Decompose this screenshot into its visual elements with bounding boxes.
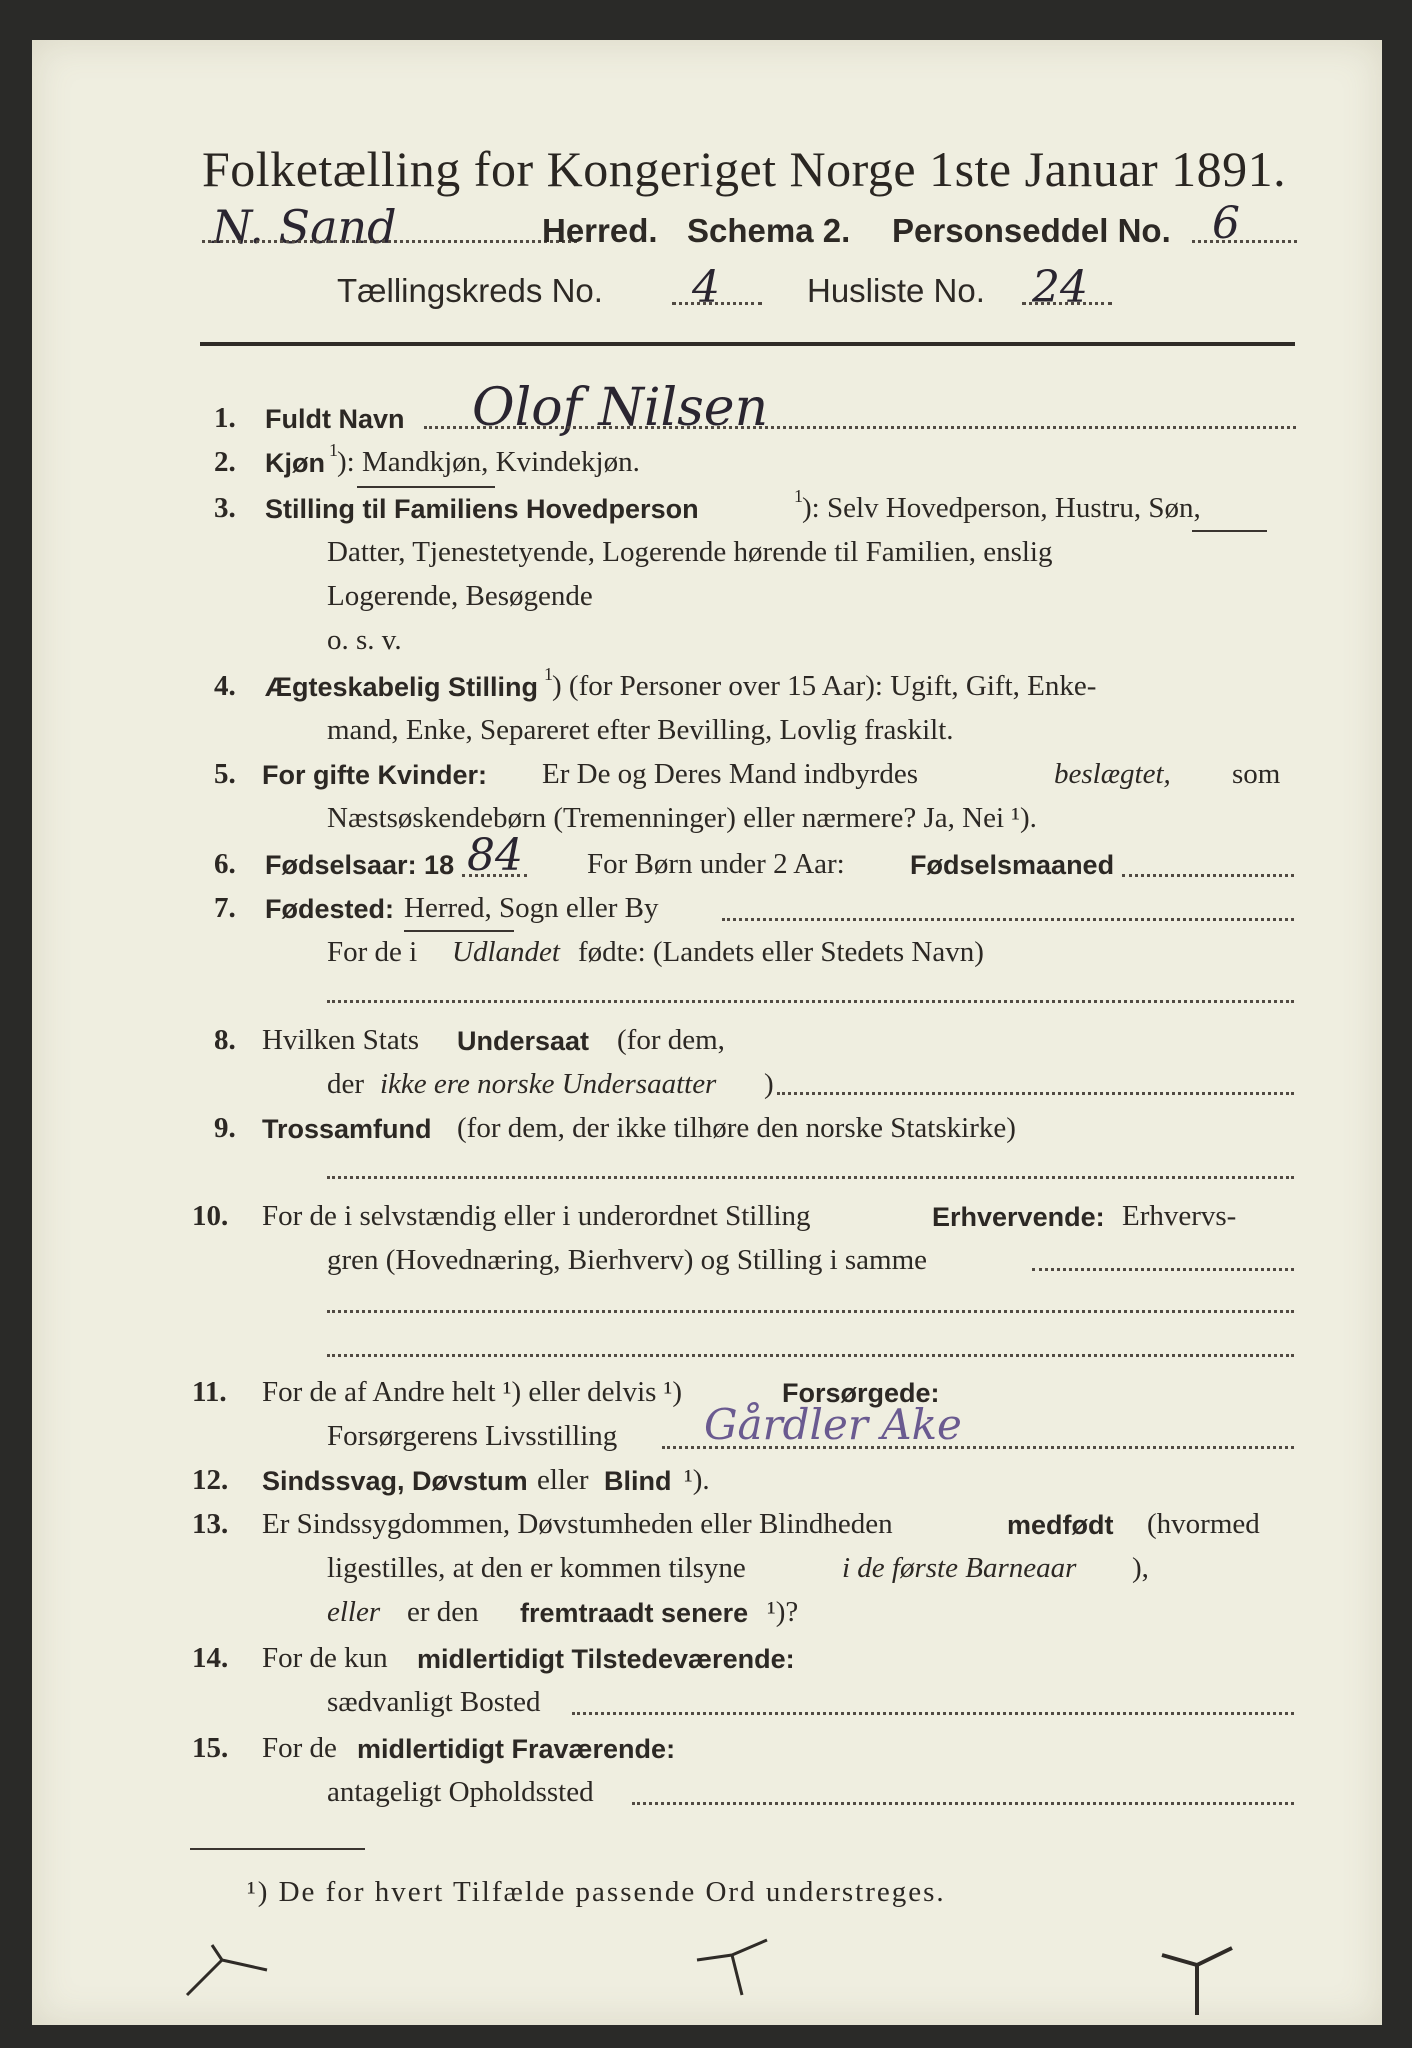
- q3-line1: ): Selv Hovedperson, Hustru, Søn,: [802, 492, 1201, 524]
- q3-number: 3.: [214, 492, 236, 524]
- q5-line1-end: som: [1232, 758, 1281, 790]
- q12-label: Sindssvag, Døvstum: [262, 1466, 528, 1496]
- footnote-rule: [190, 1848, 365, 1850]
- form-title: Folketælling for Kongeriget Norge 1ste Januar 1891.: [202, 141, 1287, 197]
- q14-line2: sædvanligt Bosted: [327, 1686, 541, 1718]
- q8-dotted-line: [777, 1092, 1294, 1095]
- husliste-label: Husliste No.: [807, 272, 985, 309]
- q6-dotted-line: [1122, 874, 1294, 877]
- q8-bold: Undersaat: [457, 1026, 590, 1056]
- q13-line3-bold: fremtraadt senere: [520, 1598, 749, 1628]
- q12-text: eller: [537, 1464, 589, 1496]
- q9-dotted-line: [327, 1176, 1294, 1179]
- q2-sup: 1: [329, 440, 338, 460]
- personseddel-value: 6: [1212, 198, 1240, 249]
- q8-line2a: der: [327, 1068, 365, 1100]
- q5-label: For gifte Kvinder:: [262, 760, 488, 790]
- q10-bold: Erhvervende:: [932, 1202, 1105, 1232]
- q11-text1: For de af Andre helt ¹) eller delvis ¹): [262, 1376, 683, 1408]
- q10-dotted-line-3: [327, 1354, 1294, 1357]
- q8-text1: Hvilken Stats: [262, 1024, 420, 1056]
- q5-line2: Næstsøskendebørn (Tremenninger) eller nærmere? Ja, Nei ¹).: [327, 802, 1037, 834]
- q13-number: 13.: [192, 1508, 229, 1540]
- husliste-value: 24: [1032, 262, 1088, 313]
- q13-line1b: (hvormed: [1147, 1508, 1260, 1540]
- q1-label: Fuldt Navn: [265, 404, 405, 434]
- q14-text: For de kun: [262, 1642, 388, 1674]
- q6-year-dotted-line: [462, 874, 527, 877]
- kreds-dotted-line: [672, 302, 762, 305]
- schema-label: Schema 2.: [687, 212, 851, 249]
- q13-line2-italic: i de første Barneaar: [842, 1552, 1077, 1584]
- binding-mark-left-icon: [182, 1940, 272, 2000]
- q4-line2: mand, Enke, Separeret efter Bevilling, Lovlig fraskilt.: [327, 714, 954, 746]
- q4-number: 4.: [214, 670, 236, 702]
- q7-line2b: fødte: (Landets eller Stedets Navn): [578, 936, 984, 968]
- q7-underline-herred: [404, 930, 514, 932]
- q8-text2: (for dem,: [617, 1024, 725, 1056]
- q6-mid: For Børn under 2 Aar:: [587, 848, 845, 880]
- personseddel-dotted-line: [1192, 240, 1297, 243]
- q10-dotted-line-2: [327, 1310, 1294, 1313]
- q6-value-year: 84: [467, 830, 523, 881]
- q13-line1a: Er Sindssygdommen, Døvstumheden eller Blindheden: [262, 1508, 893, 1540]
- q1-number: 1.: [214, 402, 236, 434]
- q2-text: ): Mandkjøn, Kvindekjøn.: [337, 446, 640, 478]
- q8-line2-italic: ikke ere norske Undersaatter: [380, 1068, 717, 1100]
- q11-line2: Forsørgerens Livsstilling: [327, 1420, 618, 1452]
- herred-label: Herred.: [542, 212, 658, 249]
- q12-end: ¹).: [684, 1464, 710, 1496]
- husliste-dotted-line: [1022, 302, 1112, 305]
- q15-number: 15.: [192, 1732, 229, 1764]
- q1-dotted-line: [424, 426, 1296, 429]
- q3-line2: Datter, Tjenestetyende, Logerende hørende til Familien, enslig: [327, 536, 1053, 568]
- q9-text: (for dem, der ikke tilhøre den norske Statskirke): [457, 1112, 1016, 1144]
- binding-mark-right-icon: [1157, 1940, 1237, 2020]
- footnote: ¹) De for hvert Tilfælde passende Ord understreges.: [247, 1876, 946, 1908]
- personseddel-label: Personseddel No.: [892, 212, 1171, 249]
- q8-line2b: ): [764, 1068, 774, 1100]
- q4-line1: ) (for Personer over 15 Aar): Ugift, Gift, Enke-: [552, 670, 1097, 702]
- q1-value-full-name: Olof Nilsen: [472, 378, 769, 438]
- q3-sup: 1: [794, 486, 803, 506]
- q2-label: Kjøn: [265, 448, 325, 478]
- q7-line2-italic: Udlandet: [452, 936, 560, 968]
- q3-line3: Logerende, Besøgende: [327, 580, 593, 612]
- binding-mark-center-icon: [692, 1930, 772, 2000]
- census-form-sheet: [32, 40, 1382, 2025]
- q13-line2a: ligestilles, at den er kommen tilsyne: [327, 1552, 746, 1584]
- q14-number: 14.: [192, 1642, 229, 1674]
- q4-label: Ægteskabelig Stilling: [265, 672, 539, 702]
- q10-line2: gren (Hovednæring, Bierhverv) og Stilling i samme: [327, 1244, 928, 1276]
- q7-text: Herred, Sogn eller By: [404, 892, 659, 924]
- q10-number: 10.: [192, 1200, 229, 1232]
- q3-underline-son: [1192, 530, 1267, 532]
- q2-underline-mandkjon: [357, 486, 495, 488]
- q11-dotted-line: [662, 1446, 1294, 1449]
- q7-label: Fødested:: [265, 894, 395, 924]
- q8-number: 8.: [214, 1024, 236, 1056]
- q13-line3b: ¹)?: [767, 1596, 799, 1628]
- q11-bold: Forsørgede:: [782, 1378, 940, 1408]
- q9-label: Trossamfund: [262, 1114, 432, 1144]
- q10-dotted-line: [1032, 1268, 1294, 1271]
- q10-text1: For de i selvstændig eller i underordnet Stilling: [262, 1200, 811, 1232]
- herred-dotted-line: [202, 240, 577, 243]
- q15-text: For de: [262, 1732, 337, 1764]
- q7-dotted-line: [722, 918, 1294, 921]
- q13-line1-bold: medfødt: [1007, 1510, 1114, 1540]
- q11-value-livsstilling: Gårdler Ake: [704, 1400, 962, 1449]
- kreds-label: Tællingskreds No.: [337, 272, 603, 309]
- q14-dotted-line: [572, 1712, 1294, 1715]
- q2-number: 2.: [214, 446, 236, 478]
- q7-dotted-line-2: [327, 1000, 1294, 1003]
- q6-bold2: Fødselsmaaned: [910, 850, 1115, 880]
- kreds-value: 4: [692, 262, 720, 313]
- q5-line1: Er De og Deres Mand indbyrdes: [542, 758, 919, 790]
- q15-dotted-line: [632, 1802, 1294, 1805]
- q15-line2: antageligt Opholdssted: [327, 1776, 594, 1808]
- q12-bold2: Blind: [604, 1466, 672, 1496]
- q10-text2: Erhvervs-: [1122, 1200, 1237, 1232]
- q13-line2b: ),: [1132, 1552, 1149, 1584]
- q11-number: 11.: [192, 1376, 227, 1408]
- q6-label: Fødselsaar: 18: [265, 850, 455, 880]
- q7-number: 7.: [214, 892, 236, 924]
- q13-line3a: er den: [407, 1596, 479, 1628]
- q15-bold: midlertidigt Fraværende:: [357, 1734, 676, 1764]
- q9-number: 9.: [214, 1112, 236, 1144]
- q5-number: 5.: [214, 758, 236, 790]
- header-rule: [200, 342, 1295, 346]
- q14-bold: midlertidigt Tilstedeværende:: [417, 1644, 795, 1674]
- q3-label: Stilling til Familiens Hovedperson: [265, 494, 699, 524]
- q6-number: 6.: [214, 848, 236, 880]
- q12-number: 12.: [192, 1464, 229, 1496]
- q13-line3-italic: eller: [327, 1596, 381, 1628]
- q5-line1-italic: beslægtet,: [1054, 758, 1171, 790]
- q7-line2a: For de i: [327, 936, 418, 968]
- herred-value: N. Sand: [212, 200, 397, 254]
- q3-line4: o. s. v.: [327, 624, 402, 656]
- q4-sup: 1: [544, 664, 553, 684]
